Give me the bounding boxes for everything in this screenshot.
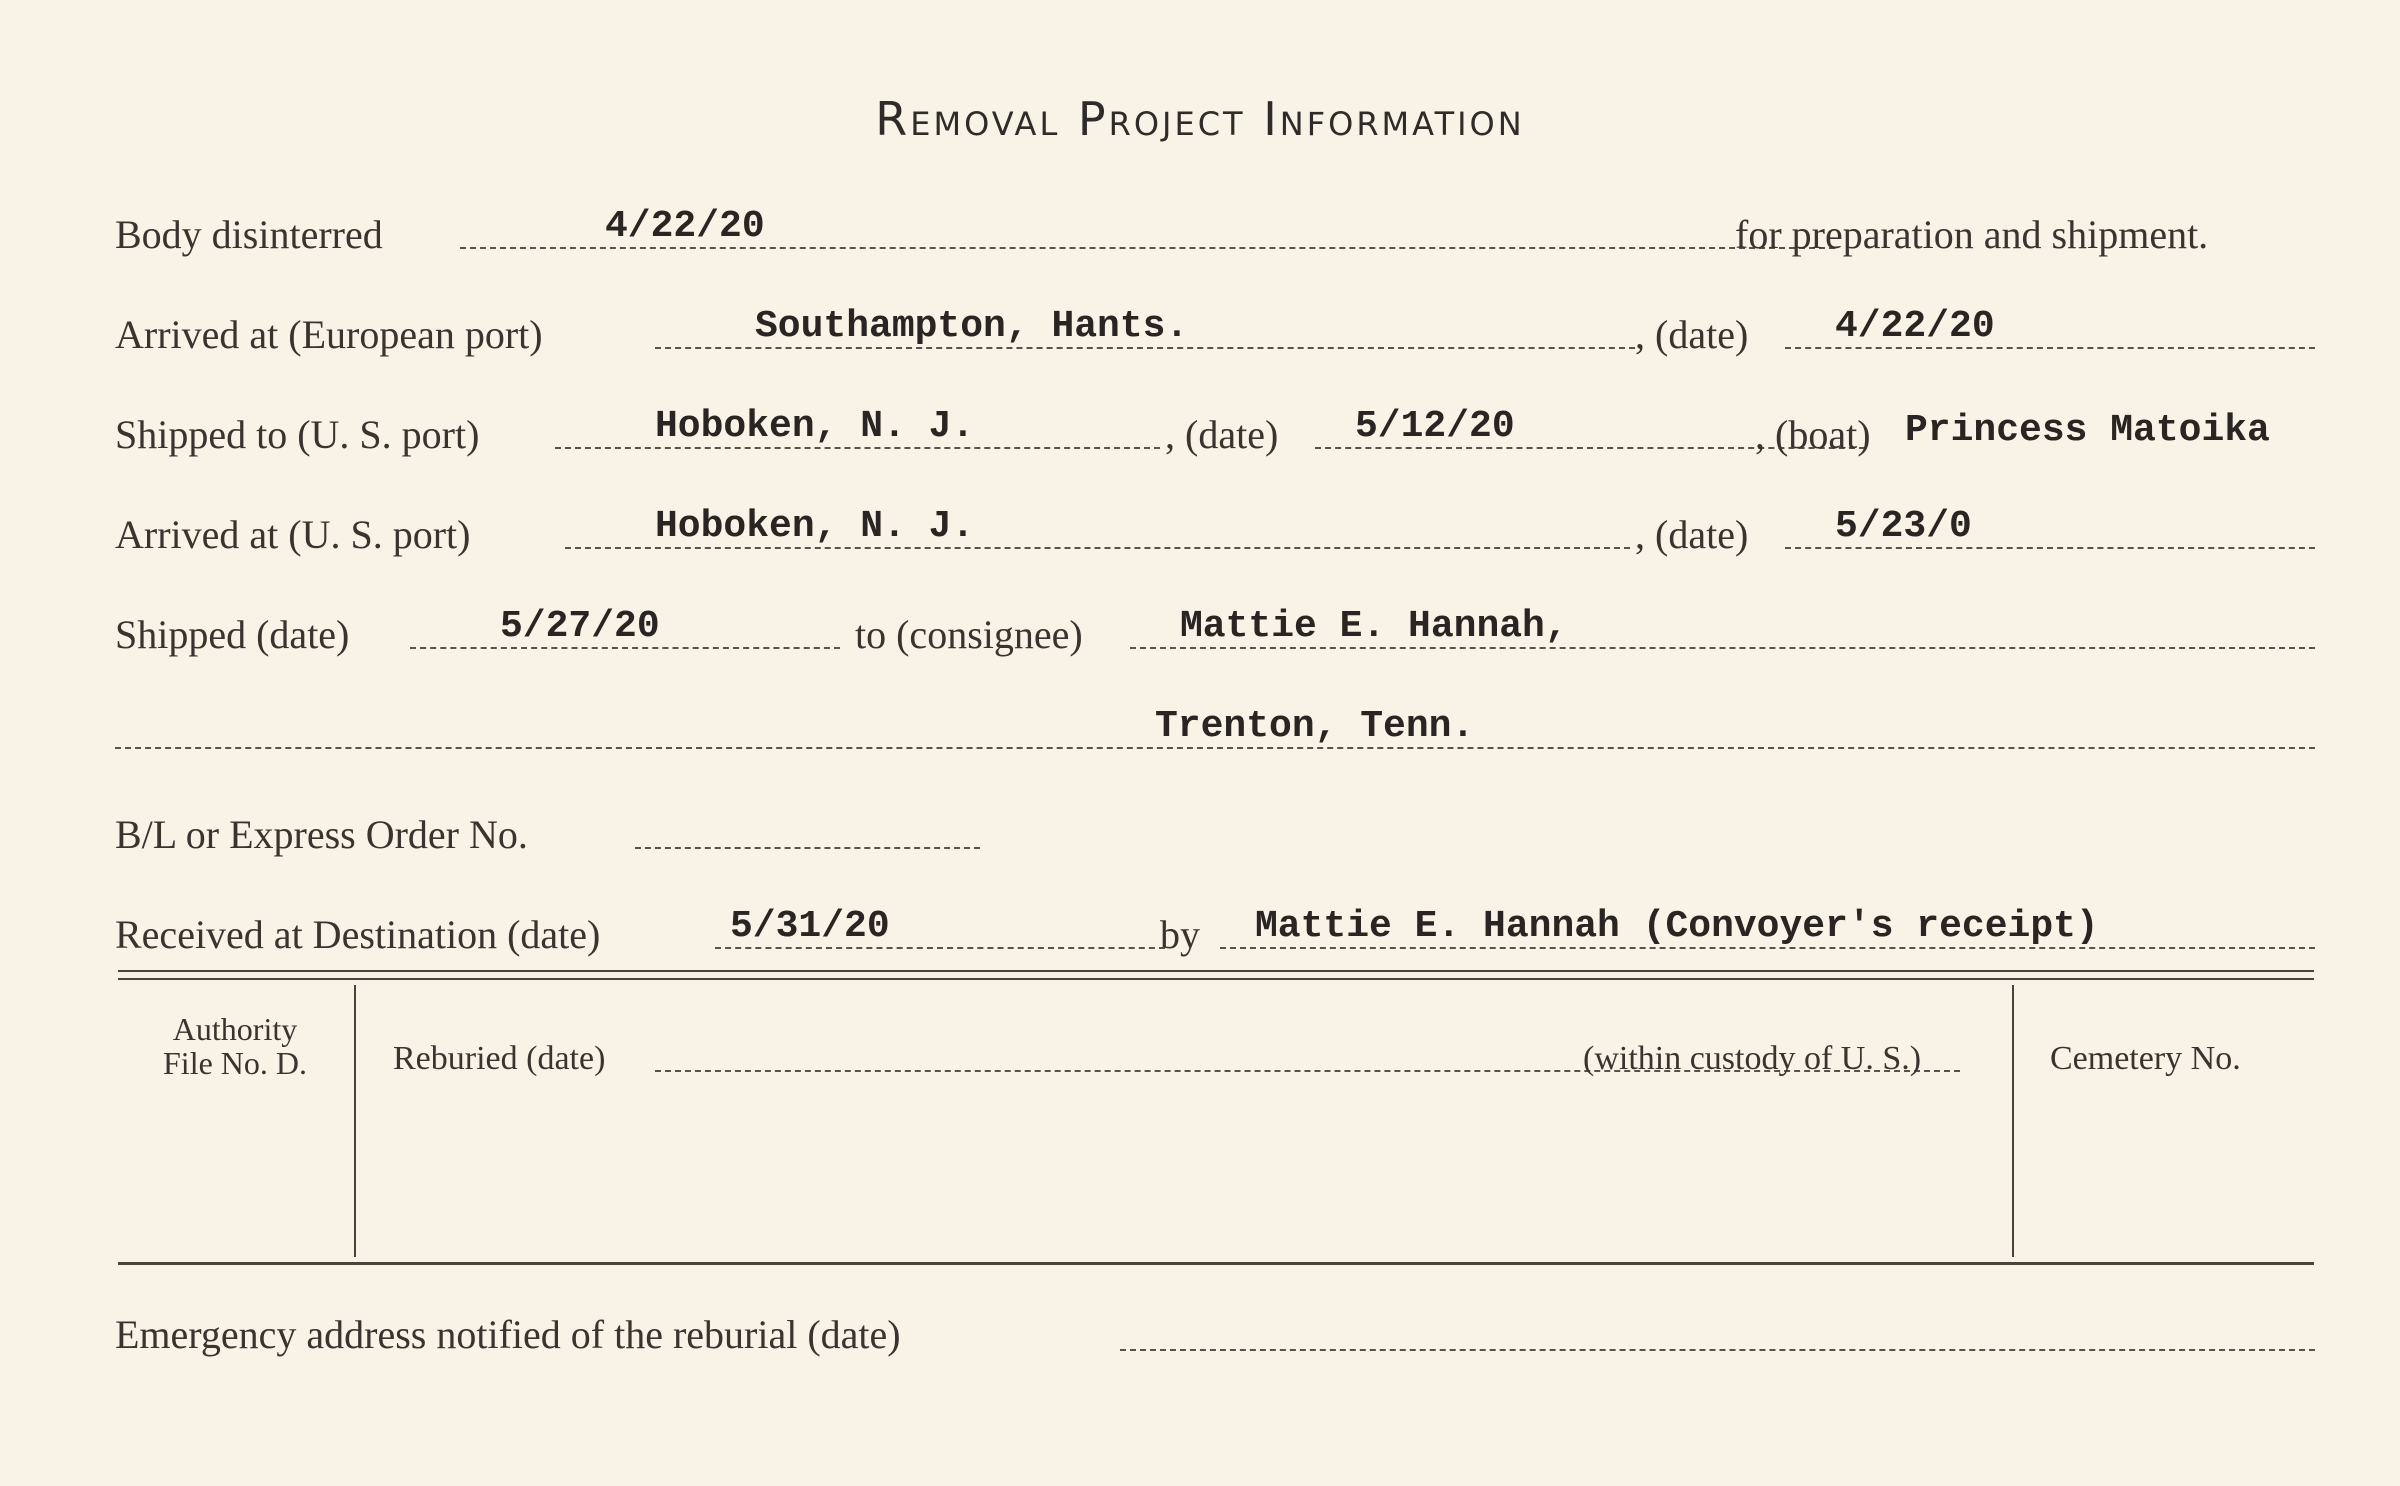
- reburied-row: [393, 1040, 1993, 1090]
- row-received: [115, 905, 2315, 965]
- shipped-us-date-label: , (date): [1165, 412, 1279, 457]
- arrived-us-port[interactable]: Hoboken, N. J.: [655, 505, 975, 548]
- card-title: Removal Project Information: [875, 92, 1525, 146]
- body-disinterred-label: Body disinterred: [115, 212, 383, 257]
- arrived-european-date-label: , (date): [1635, 312, 1749, 357]
- bl-order-label: B/L or Express Order No.: [115, 812, 528, 857]
- row-emergency: [115, 1305, 2315, 1365]
- shipped-us-date[interactable]: 5/12/20: [1355, 405, 1515, 448]
- table-divider-left: [354, 985, 356, 1257]
- shipped-us-boat[interactable]: Princess Matoika: [1905, 409, 2270, 452]
- reburied-label: Reburied (date): [393, 1040, 606, 1077]
- consignee-address[interactable]: Trenton, Tenn.: [1155, 705, 1475, 748]
- row-shipped-us: [115, 405, 2315, 465]
- arrived-us-date-label: , (date): [1635, 512, 1749, 557]
- bl-order-line[interactable]: [635, 847, 980, 849]
- custody-label: (within custody of U. S.): [1583, 1040, 1922, 1077]
- body-disinterred-value[interactable]: 4/22/20: [605, 205, 765, 248]
- file-no-label: File No. D.: [163, 1045, 307, 1081]
- received-label: Received at Destination (date): [115, 912, 601, 957]
- table-top-rule: [118, 970, 2314, 972]
- shipped-us-boat-label: , (boat): [1755, 412, 1871, 457]
- row-arrived-us: [115, 505, 2315, 565]
- consignee-label: to (consignee): [855, 612, 1083, 657]
- emergency-line[interactable]: [1120, 1349, 2315, 1351]
- table-top-rule-2: [118, 978, 2314, 980]
- authority-label: Authority: [172, 1011, 298, 1047]
- received-date[interactable]: 5/31/20: [730, 905, 890, 948]
- shipped-date-label: Shipped (date): [115, 612, 350, 657]
- arrived-us-date[interactable]: 5/23/0: [1835, 505, 1972, 548]
- arrived-european-date[interactable]: 4/22/20: [1835, 305, 1995, 348]
- received-by[interactable]: Mattie E. Hannah (Convoyer's receipt): [1255, 905, 2099, 948]
- row-consignee-address: [115, 705, 2315, 765]
- row-body-disinterred: [115, 205, 2315, 265]
- shipped-us-label: Shipped to (U. S. port): [115, 412, 480, 457]
- arrived-us-label: Arrived at (U. S. port): [115, 512, 471, 557]
- received-by-label: by: [1160, 912, 1200, 957]
- shipped-date-value[interactable]: 5/27/20: [500, 605, 660, 648]
- body-disinterred-suffix: for preparation and shipment.: [1735, 212, 2209, 257]
- table-bottom-rule: [118, 1262, 2314, 1265]
- arrived-european-label: Arrived at (European port): [115, 312, 543, 357]
- row-shipped-date: [115, 605, 2315, 665]
- table-divider-right: [2012, 985, 2014, 1257]
- consignee-name[interactable]: Mattie E. Hannah,: [1180, 605, 1568, 648]
- shipped-us-port[interactable]: Hoboken, N. J.: [655, 405, 975, 448]
- row-bl-order: [115, 805, 2315, 865]
- emergency-label: Emergency address notified of the reburial (date): [115, 1312, 901, 1357]
- row-arrived-european: [115, 305, 2315, 365]
- arrived-european-port[interactable]: Southampton, Hants.: [755, 305, 1189, 348]
- authority-cell: [120, 1012, 350, 1080]
- cemetery-label: Cemetery No.: [2050, 1040, 2241, 1077]
